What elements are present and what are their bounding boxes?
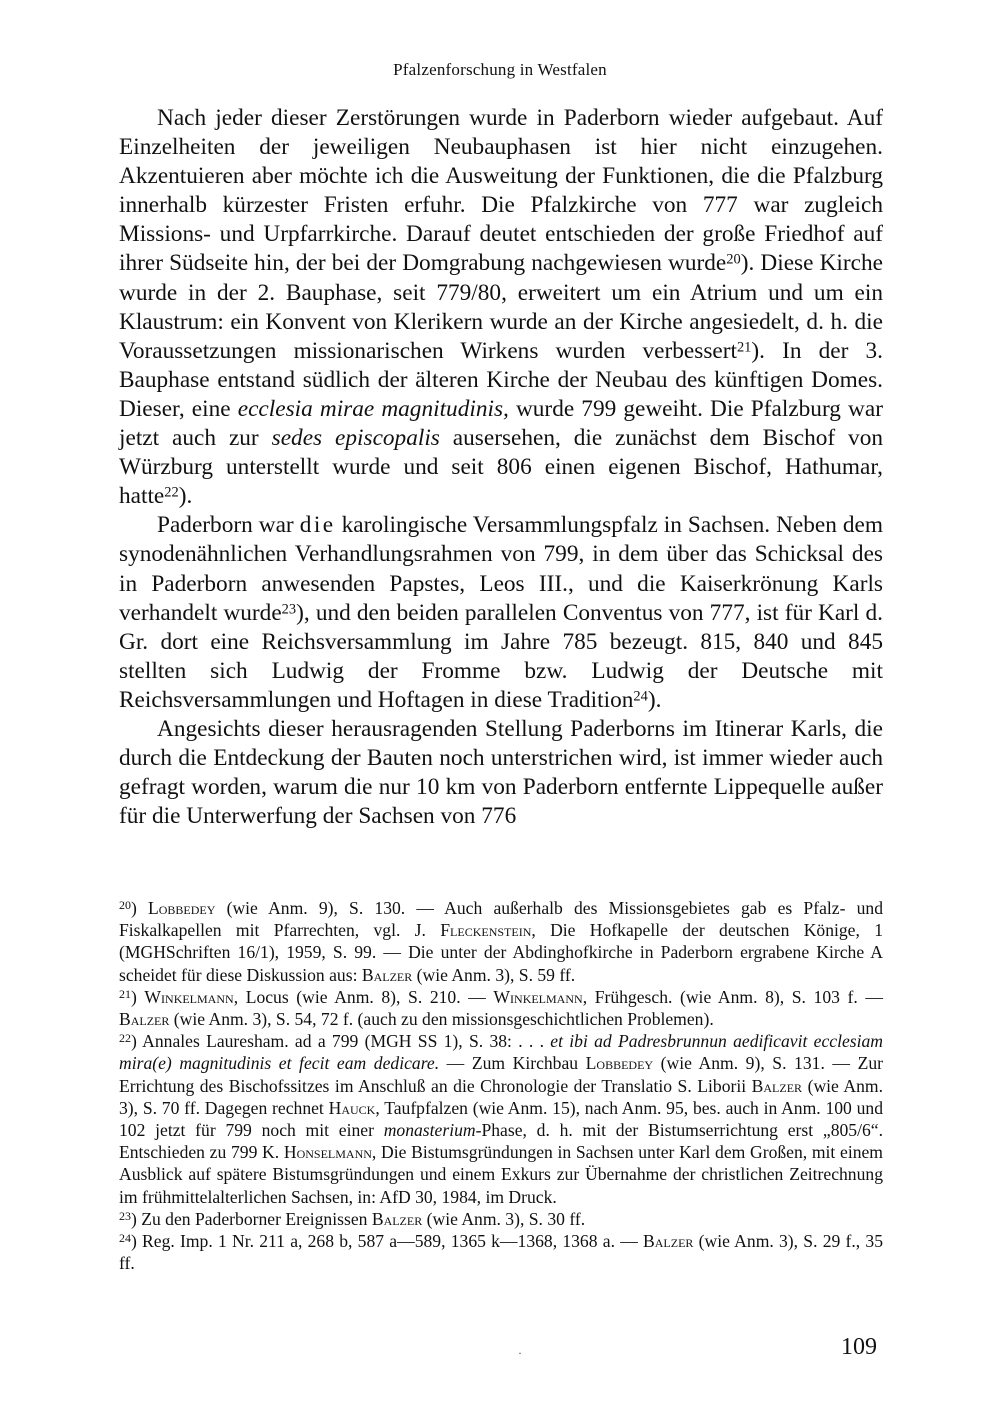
author-name: Balzer [643, 1231, 694, 1252]
print-dot: · [518, 1346, 522, 1360]
footnote-number: 24 [119, 1231, 131, 1246]
text-run: , Locus (wie Anm. 8), S. 210. — [233, 986, 494, 1007]
footnote-number: 22 [119, 1031, 131, 1046]
author-name: Winkelmann [493, 986, 583, 1007]
footnote-ref[interactable]: 22 [164, 484, 179, 501]
latin-quotation: et ibi ad Padresbrunnun aedificavit ecclesiam mira(e) magnitudinis et fecit eam dedicare. [119, 1031, 884, 1074]
footnote-number: 20 [119, 898, 131, 913]
footnote-20: $^{20}$) Lobbedey (wie Anm. 9), S. 130. — Auch außerhalb des Missionsgebietes gab es Pfalz- und Fiskalkapellen mit Pfarrechten, vgl. J. Fleckenstein, Die Hofkapelle der deutschen Könige, 1 (MGHSchriften 16/1), 1959, S. 99. — Die unter der Abdinghofkirche in Paderborn ergrabene Kirche A scheidet für diese Diskussion aus: Balzer (wie Anm. 3), S. 59 ff. [119, 898, 884, 985]
author-name: Lobbedey [148, 898, 216, 918]
text-run: , Die Bistumsgründungen in Sachsen unter Karl dem Großen, mit einem Ausblick auf spätere Bistumsgründungen und einem Exkurs zur Übernahme der christlichen Zeitrechnung im frühmittelalterlichen Sachsen, in: AfD 30, 1984, im Druck. [119, 1142, 883, 1207]
author-name: Hauck [328, 1097, 376, 1118]
emphasis-spaced: die [299, 512, 336, 539]
text-run: Nach jeder dieser Zerstörungen wurde in Paderborn wieder aufgebaut. Auf Einzelheiten der jeweiligen Neubauphasen ist hier nicht einzugehen. Akzentuieren aber möchte ich die Ausweitung der Funktionen, die die Pfalzburg innerhalb kürzester Fristen erfuhr. Die Pfalzkirche von 777 war zugleich Missions- und Urpfarrkirche. Darauf deutet entschieden der große Friedhof auf ihrer Südseite hin, der bei der Domgrabung nachgewiesen wurde [119, 105, 883, 277]
footnote-24: $^{24}$) Reg. Imp. 1 Nr. 211 a, 268 b, 587 a—589, 1365 k—1368, 1368 a. — Balzer (wie Anm. 3), S. 29 f., 35 ff. [119, 1231, 883, 1274]
text-run: ausersehen, die zunächst dem Bischof von Würzburg unterstellt wurde und seit 806 einen eigenen Bischof, Hathumar, hatte [119, 425, 884, 510]
footnote-number: 23 [119, 1209, 131, 1224]
text-run: ), und den beiden parallelen Conventus von 777, ist für Karl d. Gr. dort eine Reichsversammlung im Jahre 785 bezeugt. 815, 840 und 845 stellten sich Ludwig der Fromme bzw. Ludwig der Deutsche mit Reichsversammlungen und Hoftagen in diese Tradition [119, 599, 883, 713]
text-run: Annales Lauresham. ad a 799 (MGH SS 1), S. 38: . . . [142, 1031, 551, 1052]
footnote-22: $^{22}$) Annales Lauresham. ad a 799 (MGH SS 1), S. 38: . . . et ibi ad Padresbrunnun aedificavit ecclesiam mira(e) magnitudinis et fecit eam dedicare. — Zum Kirchbau Lobbedey (wie Anm. 9), S. 131. — Zur Errichtung des Bischofssitzes im Anschluß an die Chronologie der Translatio S. Liborii Balzer (wie Anm. 3), S. 70 ff. Dagegen rechnet Hauck, Taufpfalzen (wie Anm. 15), nach Anm. 95, bes. auch in Anm. 100 und 102 jetzt für 799 noch mit einer monasterium-Phase, d. h. mit der Bistumserrichtung erst „805/6“. Entschieden zu 799 K. Honselmann, Die Bistumsgründungen in Sachsen unter Karl dem Großen, mit einem Ausblick auf spätere Bistumsgründungen und einem Exkurs zur Übernahme der christlichen Zeitrechnung im frühmittelalterlichen Sachsen, in: AfD 30, 1984, im Druck. [119, 1031, 884, 1207]
text-run: karolingische Versammlungspfalz in Sachsen. Neben dem synodenähnlichen Verhandlungsrahmen von 799, in dem über das Schicksal des in Paderborn anwesenden Papstes, Leos III., und die Kaiserkrönung Karls verhandelt wurde [119, 512, 883, 626]
footnote-ref[interactable]: 21 [736, 339, 752, 356]
text-run: (wie Anm. 3), S. 54, 72 f. (auch zu den missionsgeschichtlichen Problemen). [169, 1009, 714, 1030]
main-text [119, 104, 883, 831]
author-name: Fleckenstein [440, 920, 532, 941]
author-name: Balzer [751, 1075, 803, 1096]
footnote-number: 21 [119, 987, 131, 1002]
latin-phrase: ecclesia mirae magnitudinis, [237, 395, 509, 422]
footnote-ref[interactable]: 20 [726, 251, 741, 268]
text-run: , Taufpfalzen (wie Anm. 15), nach Anm. 95, bes. auch in Anm. 100 und 102 jetzt für 799 noch mit einer [119, 1097, 883, 1141]
text-run: Reg. Imp. 1 Nr. 211 a, 268 b, 587 a—589, 1365 k—1368, 1368 a. — [142, 1231, 644, 1252]
paragraph-2 [119, 511, 883, 715]
text-run: Angesichts dieser herausragenden Stellung Paderborns im Itinerar Karls, die durch die Entdeckung der Bauten noch unterstrichen wird, ist immer wieder auch gefragt worden, warum die nur 10 km von Paderborn entfernte Lippequelle außer für die Unterwerfung der Sachsen von 776 [119, 715, 883, 830]
footnotes [119, 897, 883, 1274]
paragraph-1 [119, 104, 883, 511]
author-name: Balzer [119, 1009, 170, 1030]
text-run: (wie Anm. 3), S. 59 ff. [412, 964, 576, 985]
text-run: (wie Anm. 9), S. 131. — Zur Errichtung des Bischofssitzes im Anschluß an die Chronologie der Translatio S. Liborii [119, 1053, 883, 1096]
text-run: , Die Hofkapelle der deutschen Könige, 1 (MGHSchriften 16/1), 1959, S. 99. — Die unter der Abdinghofkirche in Paderborn ergrabene Kirche A scheidet für diese Diskussion aus: [119, 920, 884, 985]
page-number: 109 [841, 1334, 877, 1360]
latin-term: monasterium [383, 1120, 476, 1141]
paragraph-3 [119, 715, 883, 831]
footnote-23: $^{23}$) Zu den Paderborner Ereignissen Balzer (wie Anm. 3), S. 30 ff. [119, 1208, 586, 1229]
footnote-ref[interactable]: 23 [281, 601, 297, 618]
text-run: (wie Anm. 3), S. 30 ff. [422, 1208, 586, 1229]
author-name: Balzer [361, 964, 413, 985]
text-run: — Zum Kirchbau [439, 1053, 586, 1074]
author-name: Honselmann [283, 1142, 372, 1163]
running-header: Pfalzenforschung in Westfalen [393, 60, 607, 79]
author-name: Lobbedey [585, 1053, 654, 1074]
latin-phrase: sedes episcopalis [271, 425, 440, 452]
author-name: Balzer [371, 1208, 423, 1229]
text-run: wurde 799 geweiht. Die Pfalzburg war jetzt auch zur [119, 395, 883, 452]
text-run: ). In der 3. Bauphase entstand südlich der älteren Kirche der Neubau des künftigen Domes. Dieser, eine [119, 337, 883, 422]
text-run: ). [647, 686, 662, 713]
text-run: ). [178, 483, 193, 510]
text-run: Zu den Paderborner Ereignissen [141, 1208, 372, 1229]
text-run: (wie Anm. 9), S. 130. — Auch außerhalb des Missionsgebietes gab es Pfalz- und Fiskalkapellen mit Pfarrechten, vgl. J. [119, 898, 883, 941]
text-run: ). Diese Kirche wurde in der 2. Bauphase, seit 779/80, erweitert um ein Atrium und um ein Klaustrum: ein Konvent von Klerikern wurde an der Kirche angesiedelt, d. h. die Voraussetzungen missionarischen Wirkens wurden verbessert [119, 250, 883, 364]
text-run: (wie Anm. 3), S. 29 f., 35 ff. [119, 1231, 883, 1274]
author-name: Winkelmann [144, 986, 234, 1007]
footnote-21: $^{21}$) Winkelmann, Locus (wie Anm. 8), S. 210. — Winkelmann, Frühgesch. (wie Anm. 8), S. 103 f. — Balzer (wie Anm. 3), S. 54, 72 f. (auch zu den missionsgeschichtlichen Problemen). [119, 986, 883, 1030]
text-run: Paderborn war [157, 512, 300, 539]
text-run: , Frühgesch. (wie Anm. 8), S. 103 f. — [582, 986, 883, 1007]
text-run: (wie Anm. 3), S. 70 ff. Dagegen rechnet [119, 1075, 883, 1118]
footnote-ref[interactable]: 24 [633, 688, 648, 705]
text-run: -Phase, d. h. mit der Bistumserrichtung erst „805/6“. Entschieden zu 799 K. [119, 1120, 883, 1163]
